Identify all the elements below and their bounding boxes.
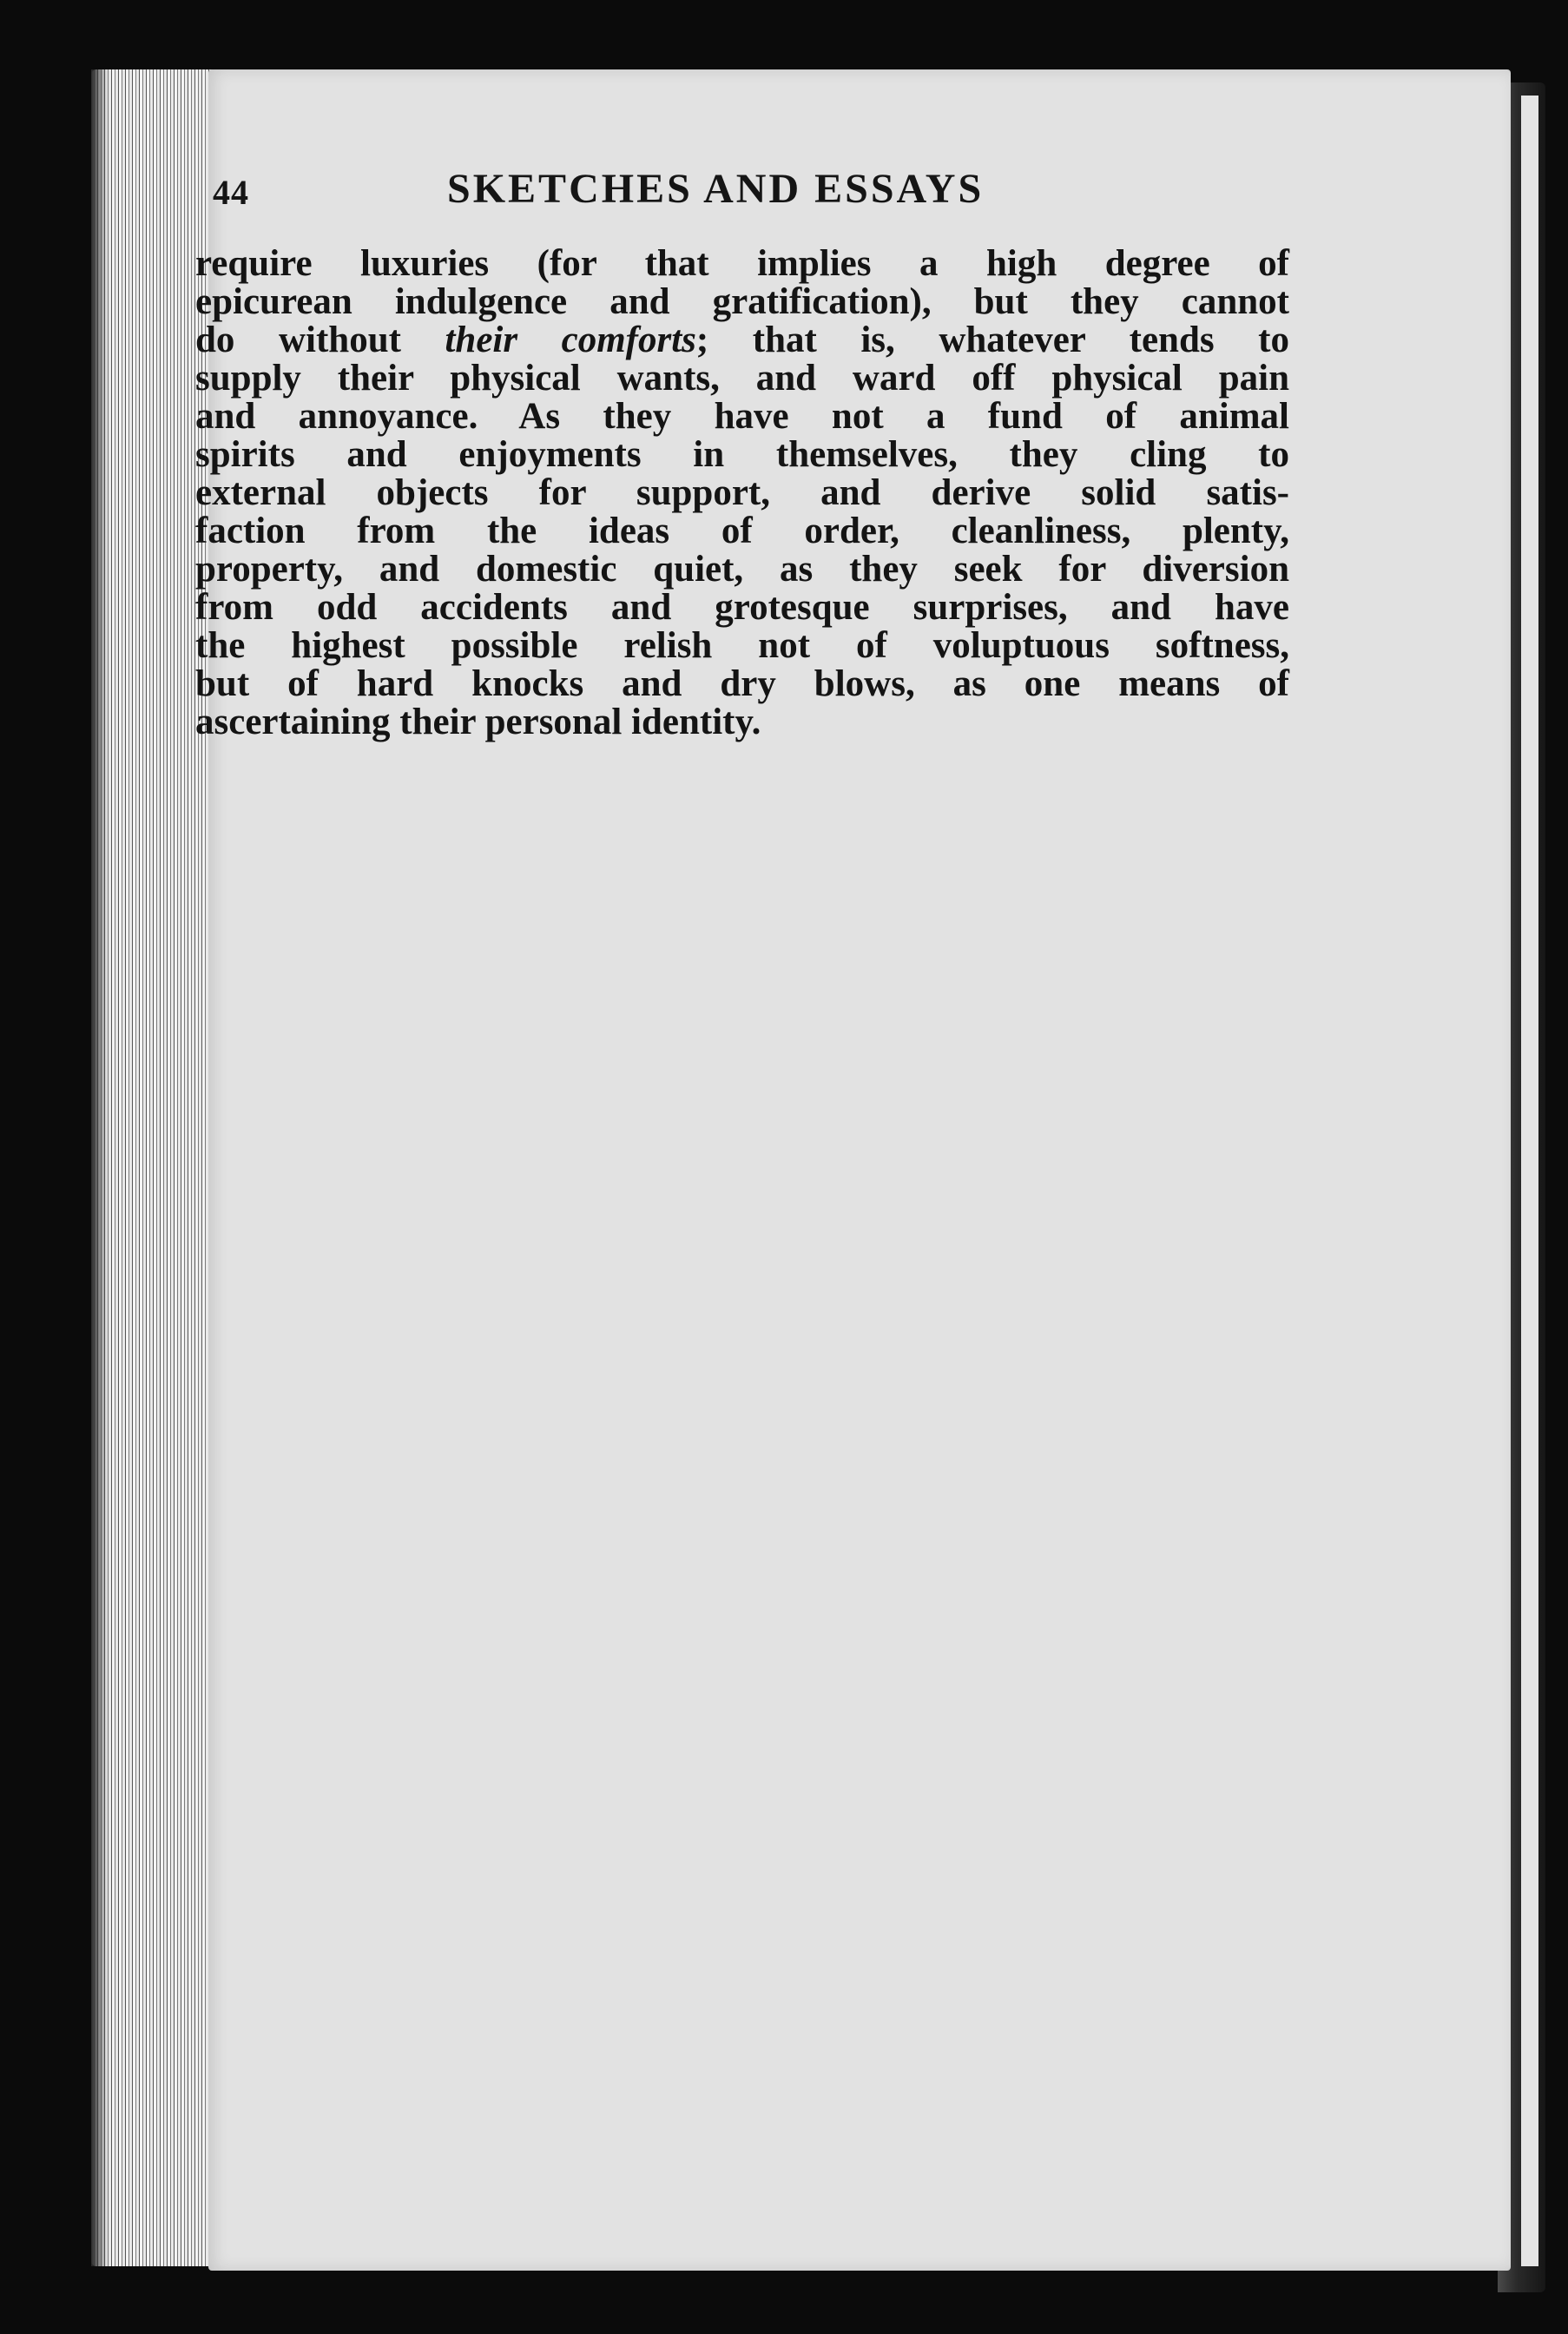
text-line: from odd accidents and grotesque surprises, and have xyxy=(195,587,1289,628)
text-line: external objects for support, and derive solid satis- xyxy=(195,472,1289,513)
text-line: the highest possible relish not of voluptuous softness, xyxy=(195,625,1289,666)
facing-page-strip xyxy=(1521,96,1538,2266)
text-line: do without their comforts; that is, whatever tends to xyxy=(195,320,1289,360)
text-line: faction from the ideas of order, cleanliness, plenty, xyxy=(195,511,1289,551)
text-line: spirits and enjoyments in themselves, they cling to xyxy=(195,434,1289,475)
text-line: supply their physical wants, and ward off physical pain xyxy=(195,358,1289,399)
body-paragraph xyxy=(195,245,1289,742)
page-number: 44 xyxy=(213,173,249,212)
running-title: SKETCHES AND ESSAYS xyxy=(447,166,985,212)
italic-phrase: their comforts xyxy=(445,320,696,360)
text-line: require luxuries (for that implies a high degree of xyxy=(195,243,1289,284)
running-head xyxy=(213,165,1211,234)
text-line: and annoyance. As they have not a fund of animal xyxy=(195,396,1289,437)
text-line: property, and domestic quiet, as they seek for diversion xyxy=(195,549,1289,590)
text-line: epicurean indulgence and gratification), but they cannot xyxy=(195,281,1289,322)
text-line: but of hard knocks and dry blows, as one means of xyxy=(195,663,1289,704)
text-line: ascertaining their personal identity. xyxy=(195,702,761,742)
